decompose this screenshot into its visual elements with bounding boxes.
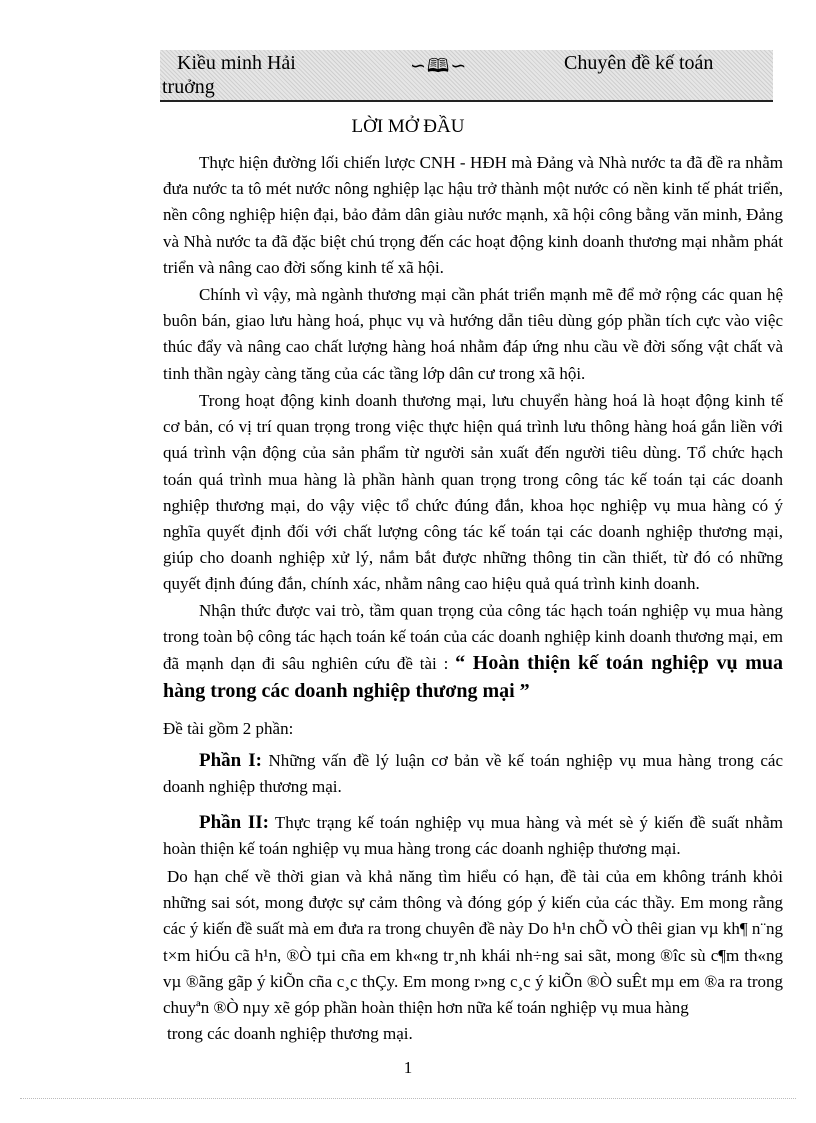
part-2	[163, 810, 783, 862]
paragraph-last	[163, 864, 783, 1047]
page-bottom-rule	[20, 1098, 796, 1099]
running-header	[160, 50, 773, 102]
part-1-text: Những vấn đề lý luận cơ bản về kế toán nghiệp vụ mua hàng trong các doanh nghiệp thương mại.	[163, 751, 783, 797]
header-title: Chuyên đề kế toán	[564, 52, 714, 74]
paragraph-last-body: Do hạn chế về thời gian và khả năng tìm hiểu có hạn, đề tài của em không tránh khỏi những sai sót, mong được sự cảm thông và đóng góp ý kiến của các thầy. Em mong rằng các ý kiến đề suất mà em đưa ra trong chuyên đề này Do h¹n chÕ vÒ thêi gian vµ kh¶ n¨ng t×m hiÓu cã h¹n, ®Ò tµi cña em kh«ng tr¸nh khái nh÷ng sai sãt, mong ®îc sù c¶m th«ng vµ ®ãng gãp ý kiÕn cña c¸c thÇy. Em mong r»ng c¸c ý kiÕn ®Ò suÊt mµ em ®a ra trong chuyªn ®Ò nµy xẽ góp phần hoàn thiện hơn nữa kế toán nghiệp vụ mua hàng	[163, 867, 783, 1018]
part-2-text: Thực trạng kế toán nghiệp vụ mua hàng và mét sè ý kiến đề suất nhằm hoàn thiện kế toán nghiệp vụ mua hàng trong các doanh nghiệp thương mại.	[163, 813, 784, 859]
paragraph-4	[163, 598, 783, 705]
paragraph-1: Thực hiện đường lối chiến lược CNH - HĐH mà Đảng và Nhà nước ta đã đề ra nhằm đưa nước ta tô mét nước nông nghiệp lạc hậu trở thành một nước có nền kinh tế phát triển, nền công nghiệp hiện đại, bảo đảm dân giàu nước mạnh, xã hội công bằng văn minh, Đảng và Nhà nước ta đã đặc biệt chú trọng đến các hoạt động kinh doanh thương mại nhằm phát triển và nâng cao đời sống kinh tế xã hội.	[163, 153, 783, 277]
paragraph-last-tail: trong các doanh nghiệp thương mại.	[167, 1024, 413, 1044]
paragraph-3: Trong hoạt động kinh doanh thương mại, lưu chuyển hàng hoá là hoạt động kinh tế cơ bản, có vị trí quan trọng trong việc thực hiện quá trình lưu thông hàng hoá gắn liền với quá trình vận động của sản phẩm từ người sản xuất đến người tiêu dùng. Tổ chức hạch toán quá trình mua hàng là phần hành quan trọng trong công tác kế toán tại các doanh nghiệp thương mại, do vậy việc tổ chức đúng đắn, khoa học nghiệp vụ mua hàng có ý nghĩa quyết định đối với chất lượng công tác kế toán tại các doanh nghiệp thương mại, giúp cho doanh nghiệp xử lý, nắm bắt được những thông tin cần thiết, từ đó có những quyết định đúng đắn, chính xác, nhằm nâng cao hiệu quả quá trình kinh doanh.	[163, 391, 783, 594]
part-2-label: Phần II:	[199, 812, 269, 833]
part-1	[163, 748, 783, 800]
book-ornament-icon: ∽🕮∽	[410, 55, 468, 77]
page-number: 1	[403, 1058, 413, 1077]
parts-intro: Đề tài gồm 2 phần:	[163, 719, 294, 738]
paragraph-2: Chính vì vậy, mà ngành thương mại cần phát triển mạnh mẽ để mở rộng các quan hệ buôn bán, giao lưu hàng hoá, phục vụ và hướng dẫn tiêu dùng góp phần tích cực vào việc thúc đẩy và nâng cao chất lượng hàng hoá nhằm đáp ứng nhu cầu về đời sống vật chất và tinh thần ngày càng tăng của các tầng lớp dân cư trong xã hội.	[163, 285, 783, 383]
part-1-label: Phần I:	[199, 750, 262, 771]
header-author-continuation: truởng	[162, 76, 215, 98]
paragraph-4-lead: Nhận thức được vai trò, tầm quan trọng của công tác hạch toán nghiệp vụ mua hàng trong toàn bộ công tác hạch toán kế toán của các doanh nghiệp kinh doanh thương mại, em đã mạnh dạn đi sâu nghiên cứu đề tài :	[163, 601, 783, 674]
document-title: LỜI MỞ ĐẦU	[351, 116, 465, 137]
header-author: Kiều minh Hải	[177, 52, 296, 74]
topic-title: “ Hoàn thiện kế toán nghiệp vụ mua hàng trong các doanh nghiệp thương mại ”	[163, 652, 783, 702]
